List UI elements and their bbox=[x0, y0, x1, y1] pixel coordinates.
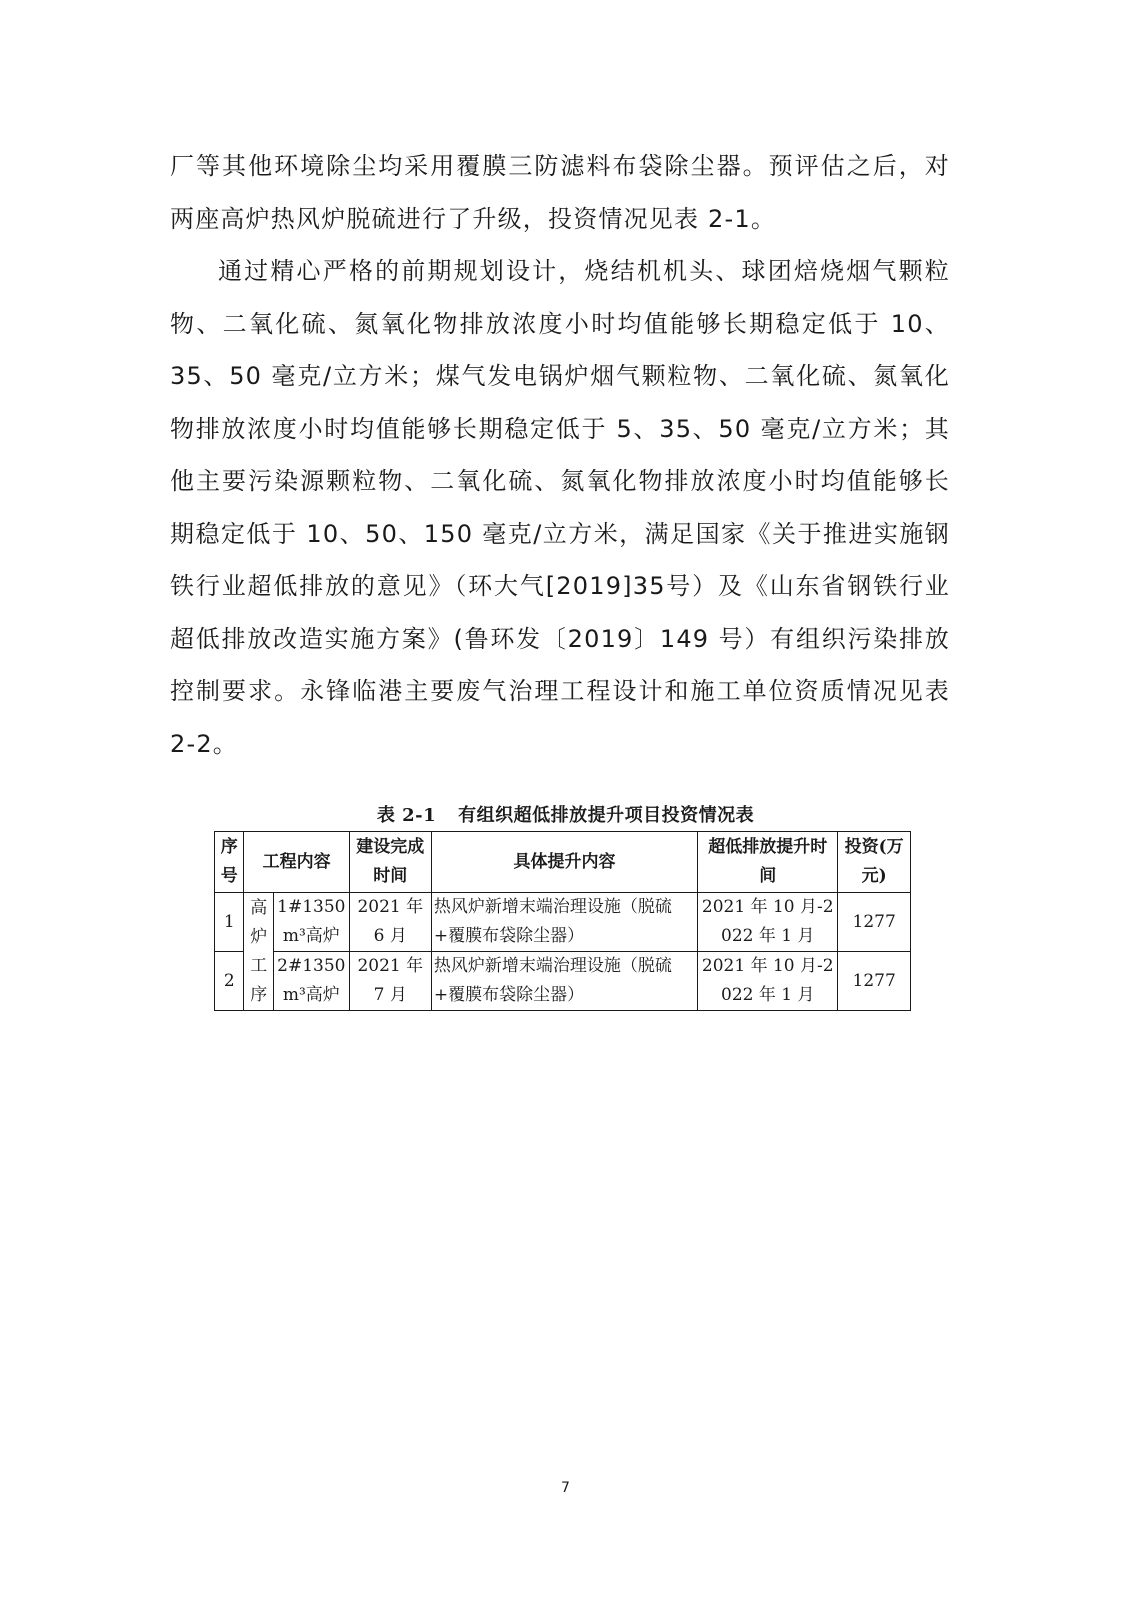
cell-completion: 2021 年 6 月 bbox=[349, 893, 431, 952]
header-completion: 建设完成时间 bbox=[349, 832, 431, 893]
cell-completion: 2021 年 7 月 bbox=[349, 952, 431, 1011]
investment-table bbox=[214, 831, 911, 1011]
cell-upgrade-time: 2021 年 10 月-2022 年 1 月 bbox=[698, 952, 838, 1011]
cell-upgrade-time: 2021 年 10 月-2022 年 1 月 bbox=[698, 893, 838, 952]
table-caption bbox=[0, 801, 1131, 827]
table-caption-number: 表 2-1 bbox=[376, 805, 437, 826]
cell-project: 1#1350m³高炉 bbox=[273, 893, 349, 952]
cell-investment: 1277 bbox=[838, 893, 911, 952]
body-text bbox=[170, 140, 950, 770]
header-content: 具体提升内容 bbox=[431, 832, 697, 893]
header-upgrade-time: 超低排放提升时间 bbox=[698, 832, 838, 893]
cell-seq: 1 bbox=[215, 893, 244, 952]
cell-investment: 1277 bbox=[838, 952, 911, 1011]
paragraph: 通过精心严格的前期规划设计，烧结机机头、球团焙烧烟气颗粒物、二氧化硫、氮氧化物排放浓度小时均值能够长期稳定低于 10、35、50 毫克/立方米；煤气发电锅炉烟气颗粒物、二氧化硫、氮氧化物排放浓度小时均值能够长期稳定低于 5、35、50 毫克/立方米；其他主要污染源颗粒物、二氧化硫、氮氧化物排放浓度小时均值能够长期稳定低于 10、50、150 毫克/立方米，满足国家《关于推进实施钢铁行业超低排放的意见》（环大气[2019]35号）及《山东省钢铁行业超低排放改造实施方案》(鲁环发〔2019〕149 号）有组织污染排放控制要求。永锋临港主要废气治理工程设计和施工单位资质情况见表 2-2。 bbox=[170, 257, 950, 758]
cell-seq: 2 bbox=[215, 952, 244, 1011]
cell-content: 热风炉新增末端治理设施（脱硫+覆膜布袋除尘器） bbox=[431, 952, 697, 1011]
header-seq: 序号 bbox=[215, 832, 244, 893]
table-row bbox=[215, 952, 911, 1011]
cell-project: 2#1350m³高炉 bbox=[273, 952, 349, 1011]
cell-process: 高炉工序 bbox=[244, 893, 273, 1011]
header-project: 工程内容 bbox=[244, 832, 349, 893]
header-investment: 投资(万元) bbox=[838, 832, 911, 893]
cell-content: 热风炉新增末端治理设施（脱硫+覆膜布袋除尘器） bbox=[431, 893, 697, 952]
table-row bbox=[215, 893, 911, 952]
page-number: 7 bbox=[561, 1480, 570, 1496]
table-caption-title: 有组织超低排放提升项目投资情况表 bbox=[458, 805, 755, 826]
paragraph: 厂等其他环境除尘均采用覆膜三防滤料布袋除尘器。预评估之后，对两座高炉热风炉脱硫进行了升级，投资情况见表 2-1。 bbox=[170, 152, 950, 233]
table-header-row bbox=[215, 832, 911, 893]
